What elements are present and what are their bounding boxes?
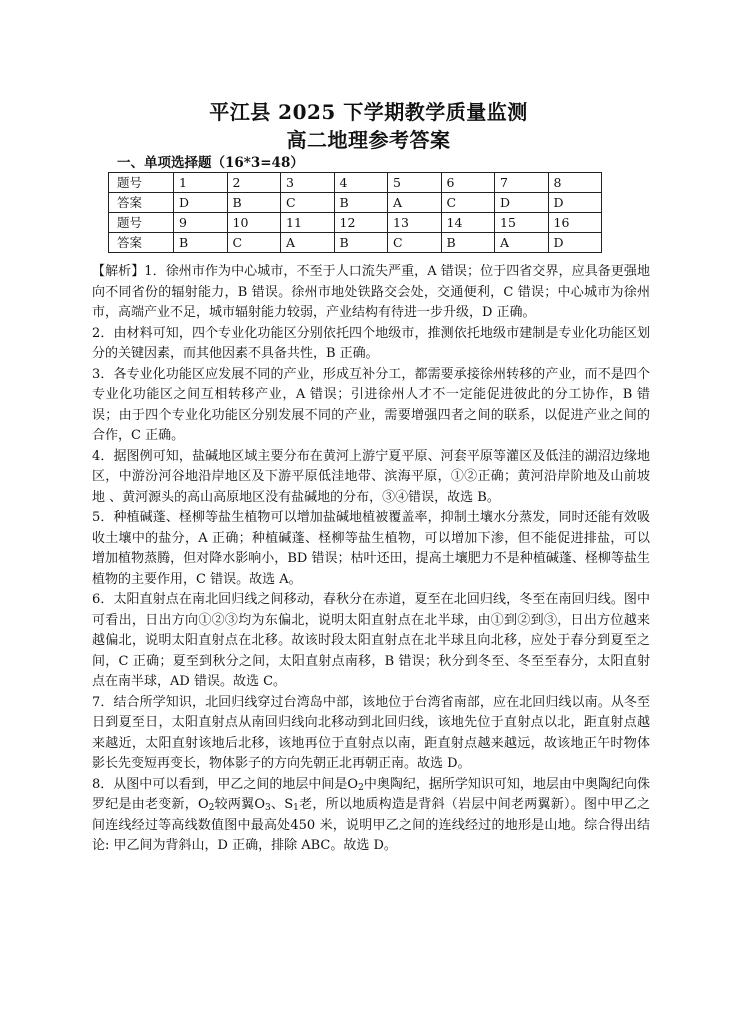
section-heading: 一、单项选择题（16*3=48） [117,155,304,171]
explanation-q3: 3．各专业化功能区应发展不同的产业，形成互补分工，都需要承接徐州转移的产业，而不是四个专业化功能区之间互相转移产业，A 错误；引进徐州人才不一定能促进彼此的分工协作，B 错误；由于四个专业化功能区分别发展不同的产业，需要增强四者之间的联系，以促进产业之间的合作，C 正确。 [92,366,650,443]
answer-table-cell: 13 [388,213,442,233]
row-label: 题号 [109,173,174,193]
q8-sub-3: 3 [265,803,271,813]
answer-table-cell: B [227,193,281,213]
answer-table-cell: 12 [334,213,388,233]
answer-table-cell: A [281,233,335,253]
explanation-q6: 6．太阳直射点在南北回归线之间移动，春秋分在赤道，夏至在北回归线，冬至在南回归线。图中可看出，日出方向①②③均为东偏北，说明太阳直射点在北半球，由①到②到③，日出方位越来越偏北，说明太阳直射点在北移。故该时段太阳直射点在北半球且向北移，应处于春分到夏至之间，C 正确；夏至到秋分之间，太阳直射点南移，B 错误；秋分到冬至、冬至至春分，太阳直射点在南半球，AD 错误。故选 C。 [92,592,650,689]
answer-table-cell: 11 [281,213,335,233]
answer-table-cell: C [441,193,495,213]
answer-table-cell: 14 [441,213,495,233]
answer-table-cell: 1 [174,173,228,193]
answer-table-cell: C [281,193,335,213]
answer-table-cell: 3 [281,173,335,193]
answer-table-cell: 2 [227,173,281,193]
answer-table-cell: C [227,233,281,253]
explanation-q2: 2．由材料可知，四个专业化功能区分别依托四个地级市，推测依托地级市建制是专业化功能区划分的关键因素，而其他因素不具备共性，B 正确。 [92,325,650,361]
explanation-q5: 5．种植碱蓬、柽柳等盐生植物可以增加盐碱地植被覆盖率，抑制土壤水分蒸发，同时还能有效吸收土壤中的盐分，A 正确；种植碱蓬、柽柳等盐生植物，可以增加下渗，但不能促进排盐，可以增加植物蒸腾，但对降水影响小，BD 错误；枯叶还田，提高土壤肥力不是种植碱蓬、柽柳等盐生植物的主要作用，C 错误。故选 A。 [92,510,650,587]
answer-table-cell: B [174,233,228,253]
row-label: 题号 [109,213,174,233]
answer-table-cell: C [388,233,442,253]
answer-table-cell: 4 [334,173,388,193]
answer-table-cell: D [548,193,602,213]
answer-table-cell: 15 [495,213,549,233]
answer-table-cell: 9 [174,213,228,233]
explanation-q4: 4．据图例可知，盐碱地区域主要分布在黄河上游宁夏平原、河套平原等灌区及低洼的湖沼边缘地区，中游汾河谷地沿岸地区及下游平原低洼地带、滨海平原，①②正确；黄河沿岸阶地及山前坡地 、黄河源头的高山高原地区没有盐碱地的分布，③④错误，故选 B。 [92,448,650,505]
q8-text-c: 较两翼O [214,797,265,812]
answer-table-cell: 7 [495,173,549,193]
answer-table-cell: D [495,193,549,213]
explanation-q1: 【解析】1．徐州市作为中心城市，不至于人口流失严重，A 错误；位于四省交界，应具备更强地向不同省份的辐射能力，B 错误。徐州市地处铁路交会处，交通便利，C 错误；中心城市为徐州市，高端产业不足，城市辐射能力较弱，产业结构有待进一步升级，D 正确。 [92,264,650,320]
q8-sub-2: 2 [208,803,215,813]
document-title: 平江县 2025 下学期教学质量监测 [209,100,528,124]
row-label: 答案 [109,193,174,213]
answer-table-row [109,213,602,233]
answer-table-cell: B [334,193,388,213]
answer-table-cell: 8 [548,173,602,193]
answer-table-cell: 5 [388,173,442,193]
q8-text-b: 中奥陶纪，据所学知识可知，地层由中奥陶纪向侏罗纪是由老变新，O [92,776,650,812]
explanations [92,262,650,857]
answer-table-row [109,173,602,193]
row-label: 答案 [109,233,174,253]
explanation-q7: 7．结合所学知识，北回归线穿过台湾岛中部，该地位于台湾省南部，应在北回归线以南。从冬至日到夏至日，太阳直射点从南回归线向北移动到北回归线，该地先位于直射点以北，距直射点越来越近，太阳直射该地后北移，该地再位于直射点以南，距直射点越来越远，故该地正午时物体影长先变短再变长，物体影子的方向先朝正北再朝正南。故选 D。 [92,694,650,771]
answer-table-cell: B [334,233,388,253]
document-subtitle: 高二地理参考答案 [286,128,451,152]
q8-text-d: 、S [270,797,294,812]
q8-sub-1: 2 [358,782,364,793]
explanation-q8 [92,775,650,857]
q8-text-e: 老，所以地质构造是背斜（岩层中间老两翼新）。图中甲乙之间连线经过等高线数值图中最高处450 米，说明甲乙之间的连线经过的地形是山地。综合得出结论: 甲乙间为背斜山，D 正确，排除 ABC。故选 D。 [92,797,650,853]
q8-sub-4: 1 [293,803,299,813]
answer-table-cell: B [441,233,495,253]
answer-table-cell: 16 [548,213,602,233]
answer-table-cell: A [495,233,549,253]
answer-table-cell: 6 [441,173,495,193]
q8-text-a: 8．从图中可以看到，甲乙之间的地层中间是O [92,776,359,792]
answer-table-cell: A [388,193,442,213]
answer-table [108,172,602,253]
answer-table-cell: D [548,233,602,253]
answer-table-cell: D [174,193,228,213]
answer-table-row [109,193,602,213]
answer-table-row [109,233,602,253]
answer-table-cell: 10 [227,213,281,233]
